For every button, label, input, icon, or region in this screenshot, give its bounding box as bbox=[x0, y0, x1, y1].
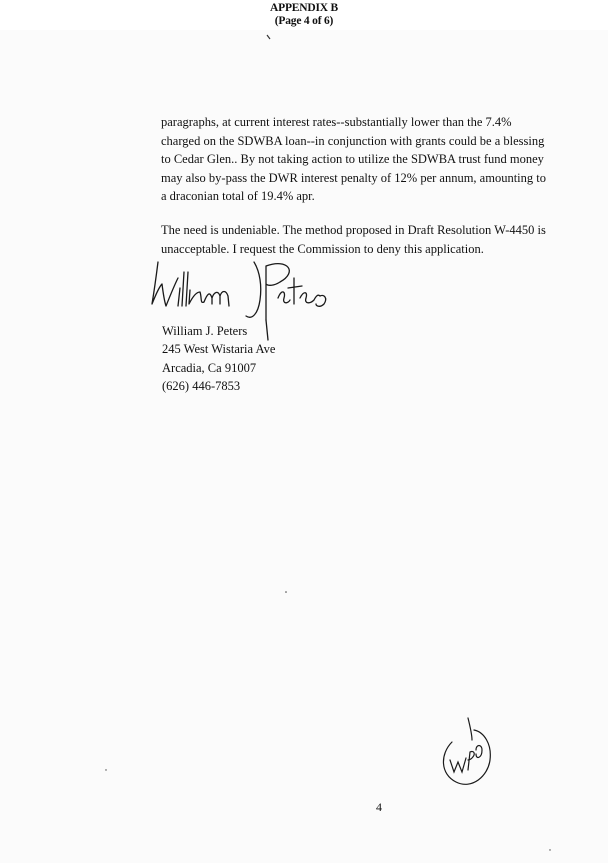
page-header bbox=[0, 2, 608, 28]
appendix-title: APPENDIX B bbox=[270, 2, 338, 14]
signature-block bbox=[162, 322, 275, 396]
paragraph-2-line: The need is undeniable. The method proposed in Draft Resolution W-4450 is bbox=[161, 223, 546, 237]
paragraph-1 bbox=[161, 113, 601, 206]
signer-street: 245 West Wistaria Ave bbox=[162, 342, 276, 357]
initials-stamp bbox=[430, 710, 500, 790]
stray-speck bbox=[104, 768, 108, 772]
paragraph-1-line: may also by-pass the DWR interest penalty of 12% per annum, amounting to bbox=[161, 170, 546, 185]
signer-phone: (626) 446-7853 bbox=[162, 379, 241, 394]
stray-speck bbox=[284, 590, 288, 594]
stray-speck bbox=[548, 848, 552, 852]
paragraph-2 bbox=[161, 221, 601, 258]
page-of-label: (Page 4 of 6) bbox=[274, 15, 334, 27]
paragraph-1-line: a draconian total of 19.4% apr. bbox=[161, 189, 315, 204]
stray-mark bbox=[266, 34, 276, 44]
page-number: 4 bbox=[376, 800, 382, 814]
paragraph-1-line: to Cedar Glen.. By not taking action to utilize the SDWBA trust fund money bbox=[161, 152, 544, 167]
signer-city: Arcadia, Ca 91007 bbox=[162, 360, 257, 375]
signer-name: William J. Peters bbox=[162, 324, 248, 338]
paragraph-1-line: paragraphs, at current interest rates--substantially lower than the 7.4% bbox=[161, 115, 512, 129]
paragraph-1-line: charged on the SDWBA loan--in conjunction with grants could be a blessing bbox=[161, 133, 545, 148]
paragraph-2-line: unacceptable. I request the Commission to deny this application. bbox=[161, 241, 484, 256]
